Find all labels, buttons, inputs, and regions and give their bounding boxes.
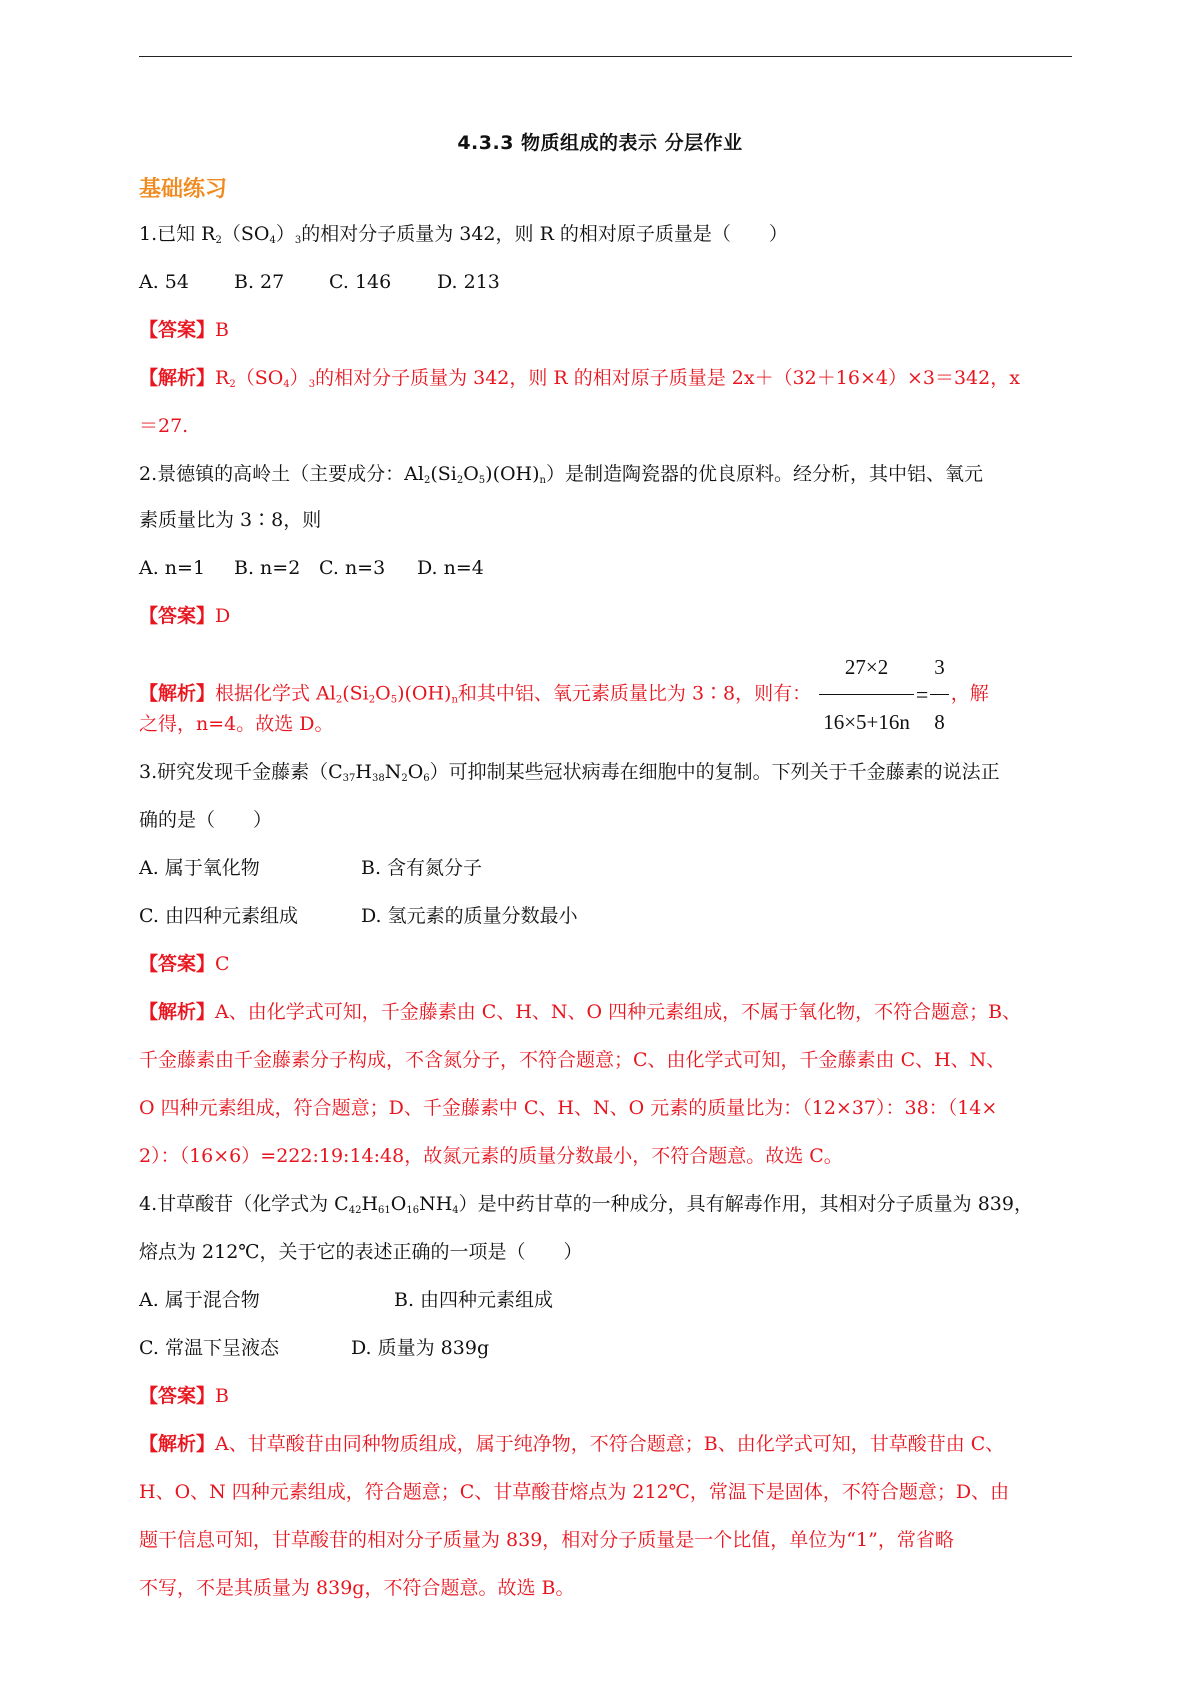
section-heading: 基础练习 (139, 177, 228, 202)
q4-analysis: 【解析】A、甘草酸苷由同种物质组成，属于纯净物，不符合题意；B、由化学式可知，甘草酸苷由 C、 (139, 1433, 1005, 1455)
q3-answer: 【答案】C (139, 953, 230, 975)
q3-option-c: C. 由四种元素组成 (139, 905, 298, 927)
q1-analysis-line2: ＝27. (139, 415, 189, 437)
q4-analysis-line3: 题干信息可知，甘草酸苷的相对分子质量为 839，相对分子质量是一个比值，单位为“1”，常省略 (139, 1529, 954, 1551)
q2-options (139, 556, 484, 580)
q2-option-b: B. n=2 (234, 557, 301, 579)
q3-option-b: B. 含有氮分子 (361, 857, 483, 879)
q1-option-d: D. 213 (437, 271, 500, 293)
fraction-right: $\frac{3}{8}$ (930, 642, 949, 747)
q1-analysis: 【解析】$R_2(SO_4)_3$的相对分子质量为 342，则 R 的相对原子质量是 2x＋（32＋16×4）×3＝342，x (139, 367, 1020, 390)
q3-stem-line2: 确的是（ ） (139, 809, 273, 831)
q4-option-a: A. 属于混合物 (139, 1289, 260, 1311)
q3-analysis: 【解析】A、由化学式可知，千金藤素由 C、H、N、O 四种元素组成，不属于氧化物，不符合题意；B、 (139, 1001, 1022, 1023)
q4-options-row1 (139, 1288, 553, 1312)
q2-analysis: 【解析】根据化学式 $Al_2(Si_2O_5)(OH)_n$和其中铝、氧元素质量比为 3∶8，则有： $\frac{27\times 2}{16\times 5+16n}$ = $\frac{3}{8}$ ，解 (139, 642, 989, 747)
fraction-left: $\frac{27\times 2}{16\times 5+16n}$ (819, 642, 914, 747)
q4-options-row2 (139, 1336, 489, 1360)
header-rule (139, 56, 1072, 57)
q2-option-a: A. n=1 (139, 557, 206, 579)
q3-analysis-line2: 千金藤素由千金藤素分子构成，不含氮分子，不符合题意；C、由化学式可知，千金藤素由 C、H、N、 (139, 1049, 1006, 1071)
q3-option-d: D. 氢元素的质量分数最小 (361, 905, 578, 927)
q3-options-row1 (139, 856, 482, 880)
q1-stem: 1.已知 $R_2(SO_4)_3$的相对分子质量为 342，则 R 的相对原子质量是（ ） (139, 223, 788, 246)
q2-answer: 【答案】D (139, 605, 231, 627)
q4-stem: 4.甘草酸苷（化学式为 $C_{42}H_{61}O_{16}NH_4$）是中药甘草的一种成分，具有解毒作用，其相对分子质量为 839， (139, 1193, 1033, 1216)
q1-answer: 【答案】B (139, 319, 229, 341)
q3-options-row2 (139, 904, 578, 928)
q2-stem-line2: 素质量比为 3∶8，则 (139, 509, 322, 531)
q4-analysis-line2: H、O、N 四种元素组成，符合题意；C、甘草酸苷熔点为 212℃，常温下是固体，不符合题意；D、由 (139, 1481, 1010, 1503)
q4-option-d: D. 质量为 839g (351, 1337, 490, 1359)
q1-option-b: B. 27 (234, 271, 285, 293)
q1-option-a: A. 54 (139, 271, 189, 293)
q4-answer: 【答案】B (139, 1385, 229, 1407)
q1-options (139, 270, 500, 294)
q2-option-d: D. n=4 (417, 557, 484, 579)
q4-stem-line2: 熔点为 212℃，关于它的表述正确的一项是（ ） (139, 1241, 583, 1263)
q3-stem: 3.研究发现千金藤素$(C_{37}H_{38}N_2O_6)$可抑制某些冠状病毒在细胞中的复制。下列关于千金藤素的说法正 (139, 761, 1000, 784)
q4-option-b: B. 由四种元素组成 (394, 1289, 554, 1311)
q2-stem: 2.景德镇的高岭土（主要成分：$Al_2(Si_2O_5)(OH)_n$）是制造陶瓷器的优良原料。经分析，其中铝、氧元 (139, 463, 984, 486)
q1-option-c: C. 146 (329, 271, 392, 293)
q3-analysis-line3: O 四种元素组成，符合题意；D、千金藤素中 C、H、N、O 元素的质量比为：（12×37）：38：（14× (139, 1097, 998, 1119)
q3-analysis-line4: 2）：（16×6）=222:19:14:48，故氮元素的质量分数最小，不符合题意。故选 C。 (139, 1145, 843, 1167)
q4-option-c: C. 常温下呈液态 (139, 1337, 279, 1359)
page-title: 4.3.3 物质组成的表示 分层作业 (457, 132, 743, 154)
q2-analysis-line2: 之得，n=4。故选 D。 (139, 713, 334, 735)
q3-option-a: A. 属于氧化物 (139, 857, 260, 879)
q2-option-c: C. n=3 (319, 557, 386, 579)
q4-analysis-line4: 不写，不是其质量为 839g，不符合题意。故选 B。 (139, 1577, 575, 1599)
